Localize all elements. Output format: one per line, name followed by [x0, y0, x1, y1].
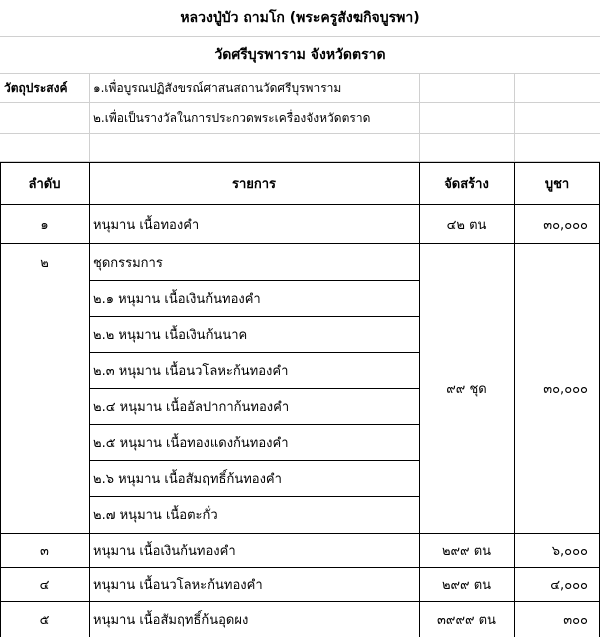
gridline: [0, 102, 600, 103]
gridline: [0, 133, 600, 134]
purpose-line-1: ๑.เพื่อบูรณปฏิสังขรณ์ศาสนสถานวัดศรีบุรพาราม: [93, 80, 342, 95]
row-qty: ๙๙ ชุด: [446, 382, 487, 397]
row-qty: ๒๙๙ ตน: [441, 544, 492, 559]
sub-item: ๒.๖ หนุมาน เนื้อสัมฤทธิ์ก้นทองคำ: [93, 471, 282, 487]
purpose-row-2: [0, 103, 600, 133]
header-no: ลำดับ: [28, 176, 61, 192]
header-qty: จัดสร้าง: [444, 176, 489, 192]
page-title: หลวงปู่บัว ถามโก (พระครูสังฆกิจบูรพา): [180, 10, 420, 26]
gridline: [0, 73, 600, 74]
subtitle-row: [0, 37, 600, 73]
row-item: หนุมาน เนื้อเงินก้นทองคำ: [93, 544, 236, 559]
sub-item: ๒.๗ หนุมาน เนื้อตะกั่ว: [93, 508, 218, 523]
table-border: [89, 496, 419, 497]
row-price: ๔,๐๐๐: [550, 578, 588, 593]
sub-item: ๒.๑ หนุมาน เนื้อเงินก้นทองคำ: [93, 291, 261, 307]
purpose-line-2: ๒.เพื่อเป็นรางวัลในการประกวดพระเครื่องจังหวัดตราด: [93, 110, 371, 125]
table-border: [89, 162, 90, 637]
table-border: [89, 352, 419, 353]
table-border: [89, 316, 419, 317]
table-border: [89, 280, 419, 281]
sub-item: ๒.๕ หนุมาน เนื้อทองแดงก้นทองคำ: [93, 435, 289, 451]
table-border: [0, 567, 600, 568]
row-qty: ๔๒ ตน: [446, 217, 487, 233]
row-price: ๓๐,๐๐๐: [543, 382, 588, 397]
row-item: ชุดกรรมการ: [93, 255, 163, 271]
table-border: [89, 424, 419, 425]
row-item: หนุมาน เนื้อสัมฤทธิ์ก้นอุดผง: [93, 613, 249, 628]
table-row: [0, 534, 600, 567]
table-border: [0, 162, 600, 163]
sub-item: ๒.๒ หนุมาน เนื้อเงินก้นนาค: [93, 327, 248, 343]
purpose-label: วัตถุประสงค์: [4, 80, 68, 95]
table-border: [0, 601, 600, 602]
header-item: รายการ: [231, 176, 277, 192]
title-row: [0, 0, 600, 36]
row-item: หนุมาน เนื้อนวโลหะก้นทองคำ: [93, 578, 263, 593]
gridline: [89, 73, 90, 162]
sub-item: ๒.๓ หนุมาน เนื้อนวโลหะก้นทองคำ: [93, 363, 289, 379]
row-no: ๓: [40, 544, 49, 559]
row-price: ๓๐,๐๐๐: [543, 217, 588, 233]
row-no: ๕: [39, 613, 50, 628]
row-no: ๔: [39, 578, 50, 593]
gridline: [419, 73, 420, 162]
row-no: ๒: [40, 255, 49, 271]
table-border: [0, 243, 600, 244]
table-row: [0, 205, 600, 243]
table-border: [419, 162, 420, 637]
row-price: ๖,๐๐๐: [551, 544, 588, 559]
row-qty: ๒๙๙ ตน: [441, 578, 492, 593]
table-row: [0, 602, 600, 637]
gridline: [0, 36, 600, 37]
table-row: [0, 568, 600, 601]
header-price: บูชา: [544, 176, 570, 192]
row-qty: ๓๙๙๙ ตน: [437, 613, 496, 628]
sub-item: ๒.๔ หนุมาน เนื้ออัลปากาก้นทองคำ: [93, 399, 290, 415]
table-border: [89, 388, 419, 389]
purpose-row-1: [0, 74, 600, 102]
page-subtitle: วัดศรีบุรพาราม จังหวัดตราด: [214, 47, 386, 63]
row-item: หนุมาน เนื้อทองคำ: [93, 217, 200, 233]
table-border: [89, 460, 419, 461]
table-border: [0, 533, 600, 534]
row-price: ๓๐๐: [563, 613, 588, 628]
row-no: ๑: [40, 217, 49, 233]
table-header: [0, 162, 600, 204]
table-border: [0, 204, 600, 205]
table-border: [0, 162, 1, 637]
gridline: [514, 73, 515, 162]
table-border: [514, 162, 515, 637]
